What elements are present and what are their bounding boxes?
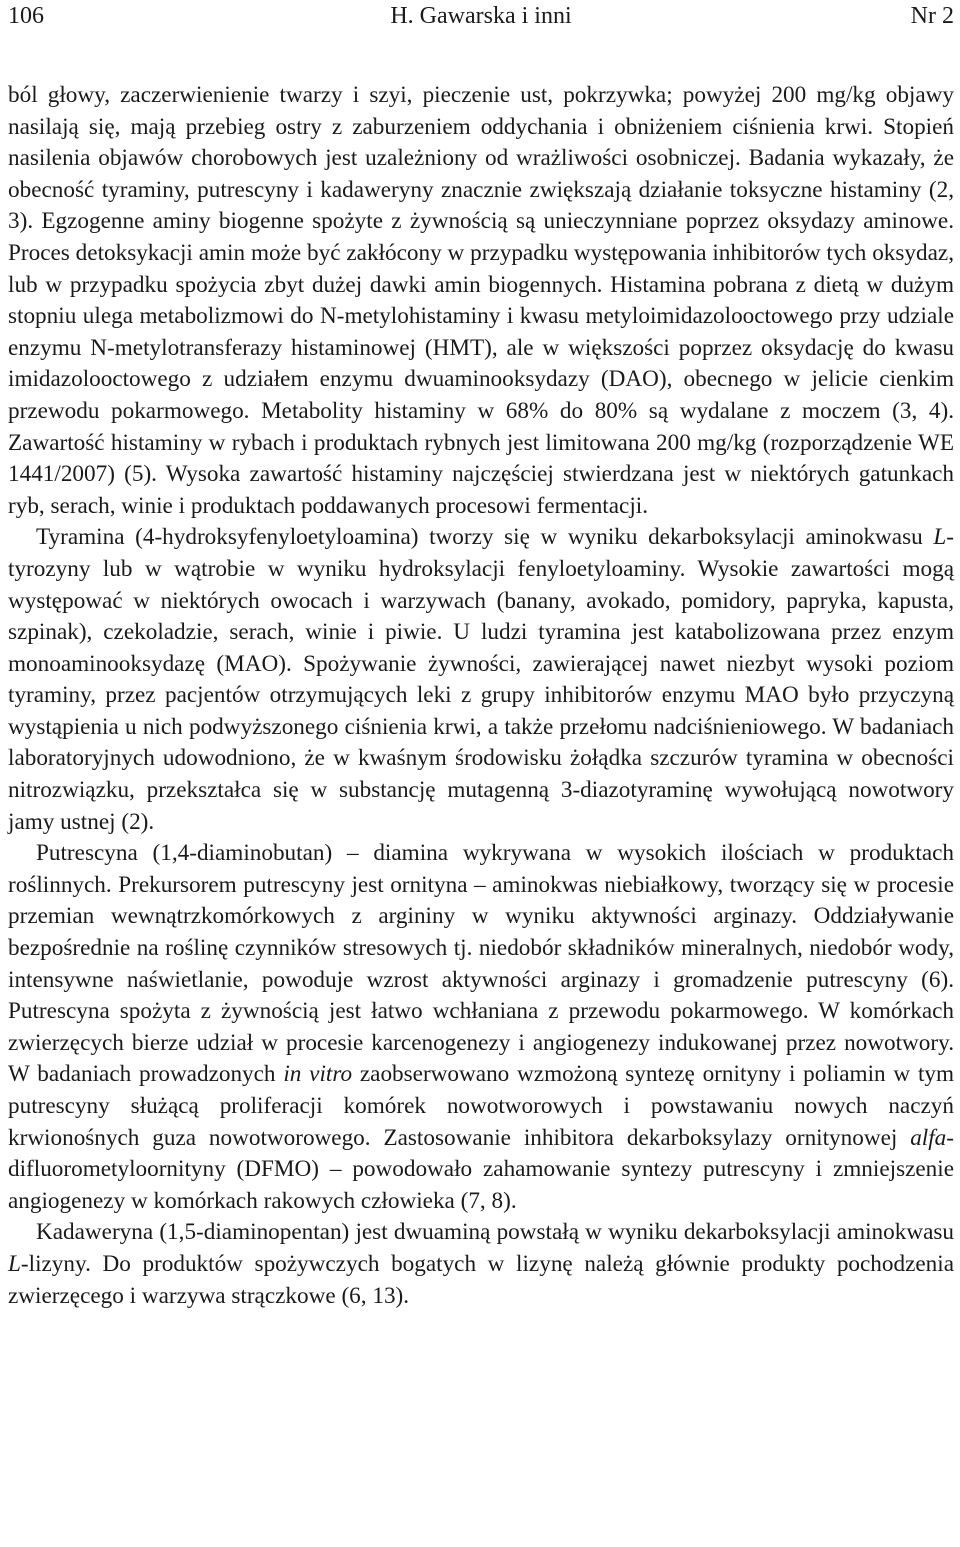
italic-term: L: [8, 1250, 21, 1277]
paragraph-cadaverine: [8, 1217, 954, 1312]
journal-page: [8, 0, 954, 1312]
italic-term: in vitro: [283, 1061, 353, 1088]
paragraph-text: Kadaweryna (1,5-diaminopentan) jest dwuaminą powstałą w wyniku dekarboksylacji aminokwasu: [36, 1219, 954, 1246]
paragraph-text: -tyrozyny lub w wątrobie w wyniku hydroksylacji fenyloetyloaminy. Wysokie zawartości mogą występować w niektórych owocach i warzywach (banany, avokado, pomidory, papryka, kapusta, szpinak), czekoladzie, serach, winie i piwie. U ludzi tyramina jest katabolizowana przez enzym monoaminooksydazę (MAO). Spożywanie żywności, zawierającej nawet niezbyt wysoki poziom tyraminy, przez pacjentów otrzymujących leki z grupy inhibitorów enzymu MAO było przyczyną wystąpienia u nich podwyższonego ciśnienia krwi, a także przełomu nadciśnieniowego. W badaniach laboratoryjnych udowodniono, że w kwaśnym środowisku żołądka szczurów tyramina w obecności nitrozwiązku, przekształca się w substancję mutagenną 3-diazotyraminę wywołującą nowotwory jamy ustnej (2).: [8, 524, 954, 835]
paragraph-text: -difluorometyloornityny (DFMO) – powodowało zahamowanie syntezy putrescyny i zmniejszenie angiogenezy w komórkach rakowych człowieka (7, 8).: [8, 1124, 954, 1214]
running-header: [8, 0, 954, 32]
page-number: 106: [8, 3, 44, 29]
paragraph-text: zaobserwowano wzmożoną syntezę ornityny i poliamin w tym putrescyny służącą proliferacji komórek nowotworowych i powstawaniu nowych naczyń krwionośnych guza nowotworowego. Zastosowanie inhibitora dekarboksylazy ornitynowej: [8, 1061, 955, 1151]
paragraph-text: ból głowy, zaczerwienienie twarzy i szyi, pieczenie ust, pokrzywka; powyżej 200 mg/kg objawy nasilają się, mają przebieg ostry z zaburzeniem oddychania i obniżeniem ciśnienia krwi. Stopień nasilenia objawów chorobowych jest uzależniony od wrażliwości osobniczej. Badania wykazały, że obecność tyraminy, putrescyny i kadaweryny znacznie zwiększają działanie toksyczne histaminy (2, 3). Egzogenne aminy biogenne spożyte z żywnością są unieczynniane poprzez oksydazy aminowe. Proces detoksykacji amin może być zakłócony w przypadku występowania inhibitorów tych oksydaz, lub w przypadku spożycia zbyt dużej dawki amin biogennych. Histamina pobrana z dietą w dużym stopniu ulega metabolizmowi do N-metylohistaminy i kwasu metyloimidazolooctowego przy udziale enzymu N-metylotransferazy histaminowej (HMT), ale w większości poprzez oksydację do kwasu imidazolooctowego z udziałem enzymu dwuaminooksydazy (DAO), obecnego w jelicie cienkim przewodu pokarmowego. Metabolity histaminy w 68% do 80% są wydalane z moczem (3, 4). Zawartość histaminy w rybach i produktach rybnych jest limitowana 200 mg/kg (rozporządzenie WE 1441/2007) (5). Wysoka zawartość histaminy najczęściej stwierdzana jest w niektórych gatunkach ryb, serach, winie i produktach poddawanych procesowi fermentacji.: [8, 82, 954, 519]
article-body: [8, 80, 954, 1312]
paragraph-putrescine: [8, 838, 954, 1217]
paragraph-tyramine: [8, 522, 954, 838]
running-header-authors: H. Gawarska i inni: [390, 3, 572, 29]
issue-number: Nr 2: [910, 3, 954, 29]
paragraph-text: Tyramina (4-hydroksyfenyloetyloamina) tworzy się w wyniku dekarboksylacji aminokwasu: [36, 524, 934, 551]
paragraph-histamine: [8, 80, 954, 522]
paragraph-text: -lizyny. Do produktów spożywczych bogatych w lizynę należą głównie produkty pochodzenia zwierzęcego i warzywa strączkowe (6, 13).: [8, 1250, 954, 1309]
paragraph-text: Putrescyna (1,4-diaminobutan) – diamina wykrywana w wysokich ilościach w produktach roślinnych. Prekursorem putrescyny jest ornityna – aminokwas niebiałkowy, tworzący się w procesie przemian wewnątrzkomórkowych z argininy w wyniku aktywności arginazy. Oddziaływanie bezpośrednie na roślinę czynników stresowych tj. niedobór składników mineralnych, niedobór wody, intensywne naświetlanie, powoduje wzrost aktywności arginazy i gromadzenie putrescyny (6). Putrescyna spożyta z żywnością jest łatwo wchłaniana z przewodu pokarmowego. W komórkach zwierzęcych bierze udział w procesie karcenogenezy i angiogenezy indukowanej przez nowotwory. W badaniach prowadzonych: [8, 840, 954, 1088]
italic-term: L: [933, 524, 947, 551]
italic-term: alfa: [910, 1124, 947, 1151]
